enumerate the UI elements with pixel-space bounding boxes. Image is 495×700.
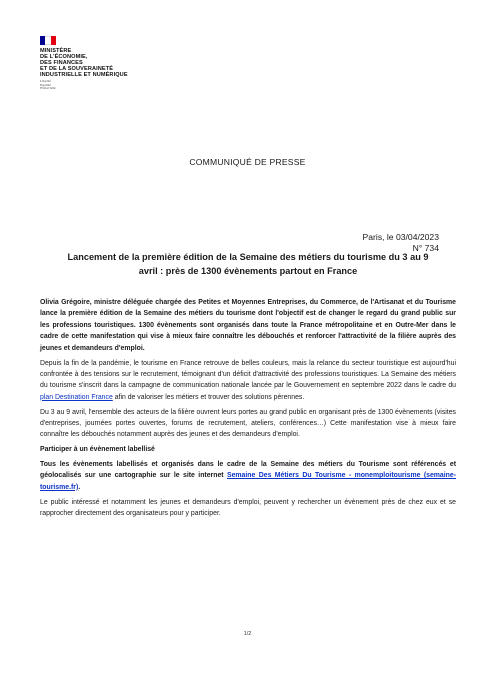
listing-text: Tous les évènements labellisés et organisés dans le cadre de la Semaine des métiers du Tourisme sont référencés et géolocalisés sur une cartographie sur le site internet <box>40 460 456 480</box>
ministry-line: ET DE LA SOUVERAINETÉ <box>40 66 114 72</box>
motto-line: Égalité <box>40 82 51 87</box>
ministry-line: DE L'ÉCONOMIE, <box>40 54 88 60</box>
page-number: 1/2 <box>243 631 252 637</box>
press-release-label: COMMUNIQUÉ DE PRESSE <box>189 157 306 167</box>
intro-paragraph: Olivia Grégoire, ministre déléguée chargée des Petites et Moyennes Entreprises, du Commerce, de l'Artisanat et du Tourisme lance la première édition de la Semaine des métiers du tourisme dont l'objectif est de changer le regard du grand public sur les professions touristiques. 1300 évènements sont organisés dans toute la France métropolitaine et en Outre-Mer dans le cadre de cette manifestation qui vise à mieux faire connaître les débouchés et renforcer l'attractivité de la filière auprès des jeunes et demandeurs d'emploi. <box>40 299 456 352</box>
republic-motto <box>40 80 128 91</box>
listing-paragraph <box>40 459 456 493</box>
context-paragraph <box>40 358 456 404</box>
context-text: Depuis la fin de la pandémie, le tourisme en France retrouve de belles couleurs, mais la relance du secteur touristique est aujourd'hui confrontée à des tensions sur le recrutement, témoignant d'un déficit d'attractivité des professions touristiques. La Semaine des métiers du tourisme s'inscrit dans la campagne de communication nationale lancée par le Gouvernement en septembre 2022 dans le cadre du <box>40 359 456 390</box>
motto-line: Fraternité <box>40 86 56 91</box>
ministry-line: INDUSTRIELLE ET NUMÉRIQUE <box>40 72 128 78</box>
events-paragraph: Du 3 au 9 avril, l'ensemble des acteurs de la filière ouvrent leurs portes au grand public en organisant près de 1300 évènements (visites d'entreprises, journées portes ouvertes, forums de recrutement, ateliers, conférences…) Cette manifestation vise à mieux faire connaître les débouchés notamment auprès des jeunes et des demandeurs d'emploi. <box>40 408 456 439</box>
motto-line: Liberté <box>40 79 52 83</box>
french-flag-icon <box>40 36 56 45</box>
listing-text-end: . <box>78 483 81 491</box>
context-text-end: afin de valoriser les métiers et trouver des solutions pérennes. <box>112 393 305 401</box>
section-heading: Participer à un évènement labellisé <box>40 446 155 454</box>
ministry-line: MINISTÈRE <box>40 48 72 54</box>
destination-france-link[interactable]: plan Destination France <box>40 393 113 401</box>
ministry-name <box>40 48 128 78</box>
semaine-tourisme-link[interactable]: Semaine Des Métiers Du Tourisme - monemploitourisme (semaine-tourisme.fr) <box>40 472 457 491</box>
document-title: Lancement de la première édition de la Semaine des métiers du tourisme du 3 au 9 avril : près de 1300 évènements partout en France <box>67 252 429 276</box>
document-body <box>40 297 456 523</box>
ministry-logo <box>40 36 128 91</box>
place-date: Paris, le 03/04/2023 <box>362 232 439 242</box>
release-number: N° 734 <box>412 243 439 253</box>
public-paragraph: Le public intéressé et notamment les jeunes et demandeurs d'emploi, peuvent y rechercher un évènement près de chez eux et se rapprocher directement des organisateurs pour y participer. <box>40 498 456 517</box>
ministry-line: DES FINANCES <box>40 60 83 66</box>
